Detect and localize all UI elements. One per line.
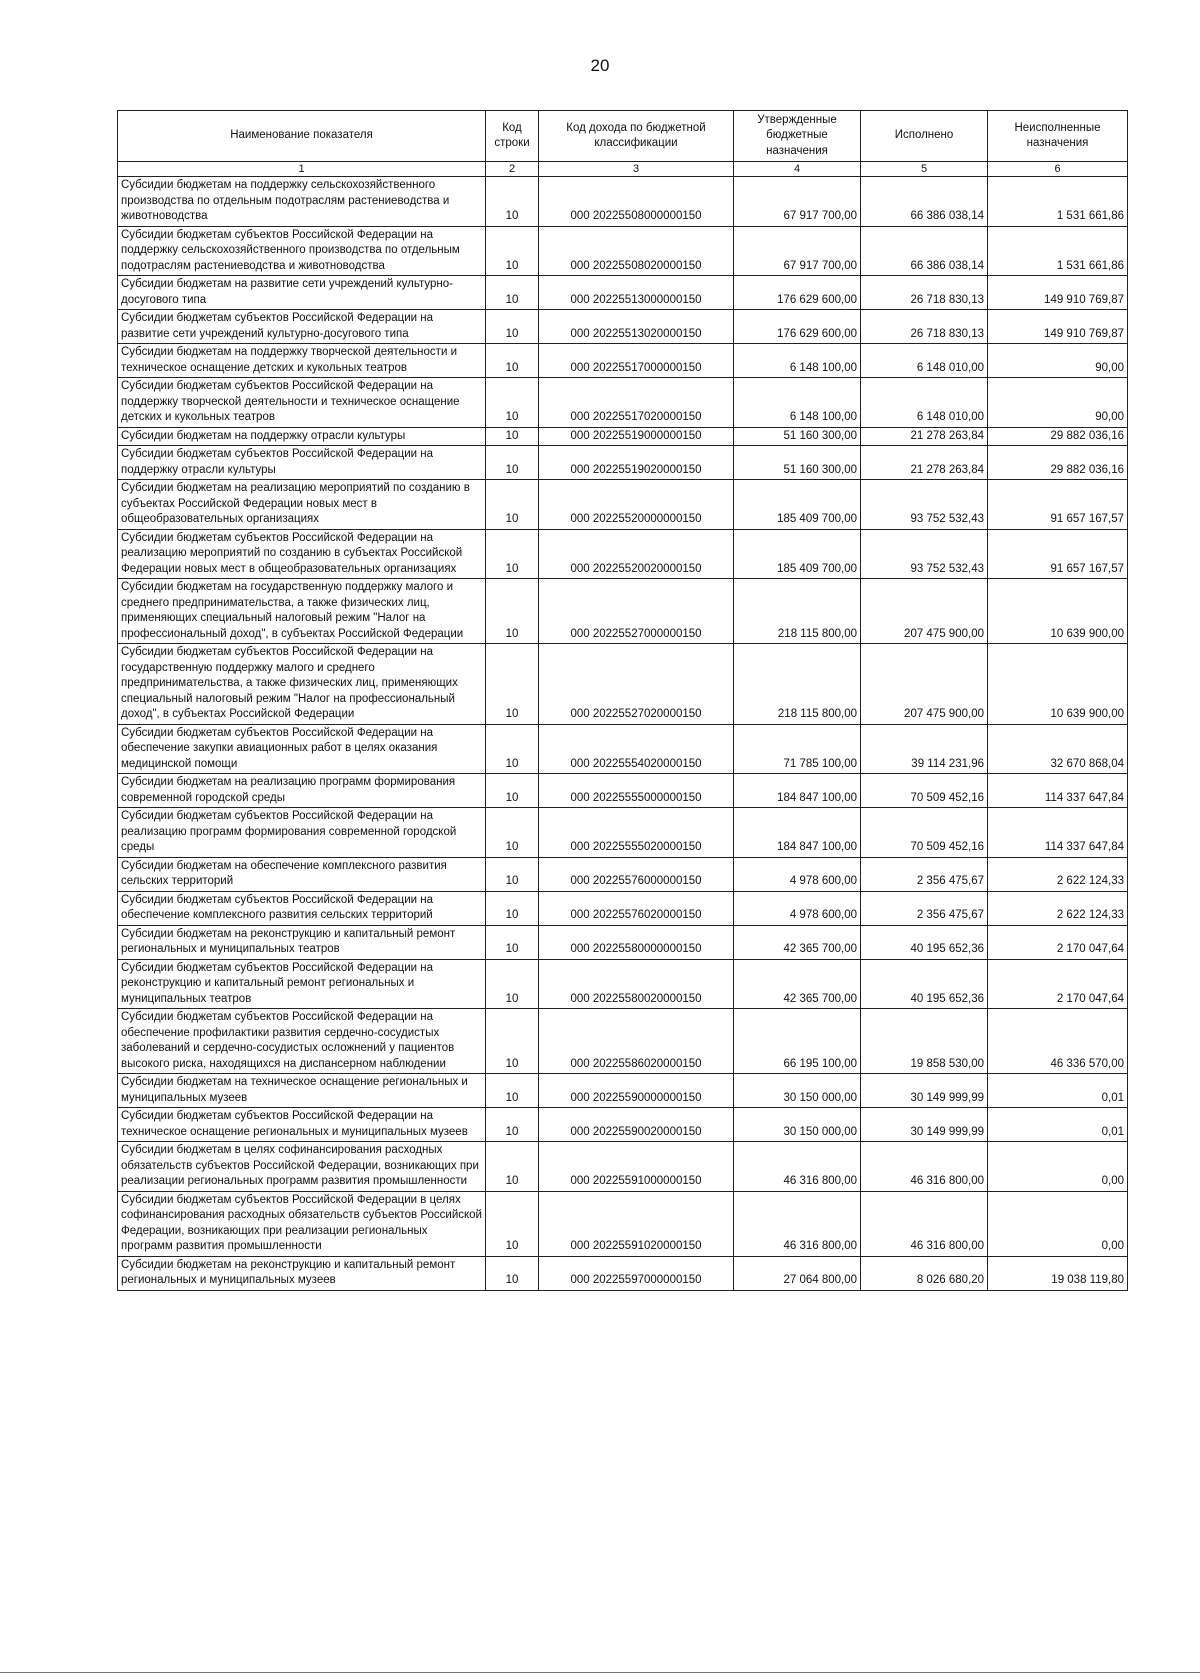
row-income-code: 000 20225580000000150 xyxy=(539,925,734,959)
row-line-code: 10 xyxy=(486,774,539,808)
row-income-code: 000 20225590020000150 xyxy=(539,1108,734,1142)
row-income-code: 000 20225527020000150 xyxy=(539,644,734,725)
row-approved-amount: 46 316 800,00 xyxy=(734,1191,861,1256)
table-row xyxy=(118,529,1128,579)
row-indicator-name: Субсидии бюджетам субъектов Российской Федерации на развитие сети учреждений культурно-досугового типа xyxy=(118,310,486,344)
row-line-code: 10 xyxy=(486,1009,539,1074)
table-row xyxy=(118,1191,1128,1256)
table-row xyxy=(118,427,1128,446)
row-unexecuted-amount: 10 639 900,00 xyxy=(988,644,1128,725)
row-income-code: 000 20225576020000150 xyxy=(539,891,734,925)
table-row xyxy=(118,808,1128,858)
row-approved-amount: 71 785 100,00 xyxy=(734,724,861,774)
row-income-code: 000 20225519020000150 xyxy=(539,446,734,480)
row-approved-amount: 30 150 000,00 xyxy=(734,1074,861,1108)
row-indicator-name: Субсидии бюджетам на поддержку творческой деятельности и техническое оснащение детских и кукольных театров xyxy=(118,344,486,378)
row-income-code: 000 20225591020000150 xyxy=(539,1191,734,1256)
row-approved-amount: 176 629 600,00 xyxy=(734,310,861,344)
header-executed: Исполнено xyxy=(861,111,988,162)
row-approved-amount: 67 917 700,00 xyxy=(734,226,861,276)
row-approved-amount: 27 064 800,00 xyxy=(734,1256,861,1290)
row-income-code: 000 20225520020000150 xyxy=(539,529,734,579)
row-executed-amount: 39 114 231,96 xyxy=(861,724,988,774)
table-row xyxy=(118,959,1128,1009)
table-row xyxy=(118,1142,1128,1192)
row-approved-amount: 66 195 100,00 xyxy=(734,1009,861,1074)
row-income-code: 000 20225513000000150 xyxy=(539,276,734,310)
row-indicator-name: Субсидии бюджетам субъектов Российской Федерации на реализацию программ формирования современной городской среды xyxy=(118,808,486,858)
row-line-code: 10 xyxy=(486,1142,539,1192)
row-indicator-name: Субсидии бюджетам субъектов Российской Федерации на обеспечение комплексного развития сельских территорий xyxy=(118,891,486,925)
table-row xyxy=(118,480,1128,530)
row-unexecuted-amount: 114 337 647,84 xyxy=(988,808,1128,858)
row-line-code: 10 xyxy=(486,644,539,725)
row-line-code: 10 xyxy=(486,177,539,227)
row-line-code: 10 xyxy=(486,724,539,774)
row-indicator-name: Субсидии бюджетам субъектов Российской Федерации на обеспечение профилактики развития сердечно-сосудистых заболеваний и сердечно-сосудистых осложнений у пациентов высокого риска, находящихся на диспансерном наблюдении xyxy=(118,1009,486,1074)
row-line-code: 10 xyxy=(486,1191,539,1256)
table-row xyxy=(118,891,1128,925)
row-executed-amount: 21 278 263,84 xyxy=(861,427,988,446)
row-executed-amount: 30 149 999,99 xyxy=(861,1074,988,1108)
row-unexecuted-amount: 90,00 xyxy=(988,378,1128,428)
header-line-code: Код строки xyxy=(486,111,539,162)
table-row xyxy=(118,774,1128,808)
row-executed-amount: 2 356 475,67 xyxy=(861,857,988,891)
row-approved-amount: 46 316 800,00 xyxy=(734,1142,861,1192)
row-line-code: 10 xyxy=(486,857,539,891)
row-line-code: 10 xyxy=(486,529,539,579)
row-indicator-name: Субсидии бюджетам субъектов Российской Федерации на поддержку сельскохозяйственного производства по отдельным подотраслям растениеводства и животноводства xyxy=(118,226,486,276)
row-approved-amount: 185 409 700,00 xyxy=(734,480,861,530)
row-approved-amount: 30 150 000,00 xyxy=(734,1108,861,1142)
table-row xyxy=(118,446,1128,480)
row-indicator-name: Субсидии бюджетам субъектов Российской Федерации в целях софинансирования расходных обязательств субъектов Российской Федерации, возникающих при реализации региональных программ развития промышленности xyxy=(118,1191,486,1256)
row-indicator-name: Субсидии бюджетам на развитие сети учреждений культурно-досугового типа xyxy=(118,276,486,310)
row-indicator-name: Субсидии бюджетам субъектов Российской Федерации на реконструкцию и капитальный ремонт региональных и муниципальных театров xyxy=(118,959,486,1009)
row-executed-amount: 70 509 452,16 xyxy=(861,774,988,808)
row-line-code: 10 xyxy=(486,310,539,344)
row-executed-amount: 26 718 830,13 xyxy=(861,276,988,310)
column-number: 2 xyxy=(486,162,539,177)
column-number: 4 xyxy=(734,162,861,177)
row-approved-amount: 42 365 700,00 xyxy=(734,959,861,1009)
row-approved-amount: 51 160 300,00 xyxy=(734,427,861,446)
page-number: 20 xyxy=(590,56,610,75)
row-indicator-name: Субсидии бюджетам на техническое оснащение региональных и муниципальных музеев xyxy=(118,1074,486,1108)
table-row xyxy=(118,925,1128,959)
row-line-code: 10 xyxy=(486,891,539,925)
row-income-code: 000 20225517020000150 xyxy=(539,378,734,428)
row-unexecuted-amount: 91 657 167,57 xyxy=(988,480,1128,530)
row-executed-amount: 19 858 530,00 xyxy=(861,1009,988,1074)
header-unexecuted: Неисполненные назначения xyxy=(988,111,1128,162)
row-approved-amount: 185 409 700,00 xyxy=(734,529,861,579)
row-indicator-name: Субсидии бюджетам на реализацию программ формирования современной городской среды xyxy=(118,774,486,808)
row-income-code: 000 20225591000000150 xyxy=(539,1142,734,1192)
row-unexecuted-amount: 0,00 xyxy=(988,1142,1128,1192)
table-body xyxy=(118,177,1128,1291)
table-row xyxy=(118,579,1128,644)
row-income-code: 000 20225508000000150 xyxy=(539,177,734,227)
row-executed-amount: 46 316 800,00 xyxy=(861,1191,988,1256)
row-line-code: 10 xyxy=(486,925,539,959)
row-approved-amount: 67 917 700,00 xyxy=(734,177,861,227)
column-number-row xyxy=(118,162,1128,177)
row-unexecuted-amount: 2 170 047,64 xyxy=(988,959,1128,1009)
table-row xyxy=(118,1108,1128,1142)
row-executed-amount: 26 718 830,13 xyxy=(861,310,988,344)
row-income-code: 000 20225586020000150 xyxy=(539,1009,734,1074)
row-executed-amount: 30 149 999,99 xyxy=(861,1108,988,1142)
row-indicator-name: Субсидии бюджетам субъектов Российской Федерации на техническое оснащение региональных и муниципальных музеев xyxy=(118,1108,486,1142)
row-income-code: 000 20225527000000150 xyxy=(539,579,734,644)
row-indicator-name: Субсидии бюджетам субъектов Российской Федерации на поддержку творческой деятельности и техническое оснащение детских и кукольных театров xyxy=(118,378,486,428)
row-unexecuted-amount: 46 336 570,00 xyxy=(988,1009,1128,1074)
row-indicator-name: Субсидии бюджетам на поддержку отрасли культуры xyxy=(118,427,486,446)
row-approved-amount: 6 148 100,00 xyxy=(734,344,861,378)
row-unexecuted-amount: 1 531 661,86 xyxy=(988,177,1128,227)
row-executed-amount: 207 475 900,00 xyxy=(861,644,988,725)
row-approved-amount: 51 160 300,00 xyxy=(734,446,861,480)
row-executed-amount: 66 386 038,14 xyxy=(861,177,988,227)
row-approved-amount: 4 978 600,00 xyxy=(734,891,861,925)
column-number: 6 xyxy=(988,162,1128,177)
row-line-code: 10 xyxy=(486,427,539,446)
row-approved-amount: 184 847 100,00 xyxy=(734,774,861,808)
row-approved-amount: 4 978 600,00 xyxy=(734,857,861,891)
header-indicator-name: Наименование показателя xyxy=(118,111,486,162)
row-approved-amount: 42 365 700,00 xyxy=(734,925,861,959)
row-income-code: 000 20225508020000150 xyxy=(539,226,734,276)
row-executed-amount: 66 386 038,14 xyxy=(861,226,988,276)
row-line-code: 10 xyxy=(486,808,539,858)
row-executed-amount: 93 752 532,43 xyxy=(861,480,988,530)
row-income-code: 000 20225597000000150 xyxy=(539,1256,734,1290)
row-income-code: 000 20225519000000150 xyxy=(539,427,734,446)
table-row xyxy=(118,378,1128,428)
column-number: 1 xyxy=(118,162,486,177)
row-indicator-name: Субсидии бюджетам на реализацию мероприятий по созданию в субъектах Российской Федерации новых мест в общеобразовательных организациях xyxy=(118,480,486,530)
row-approved-amount: 218 115 800,00 xyxy=(734,644,861,725)
page-bottom-rule xyxy=(0,1672,1200,1673)
header-row xyxy=(118,111,1128,162)
header-approved: Утвержденные бюджетные назначения xyxy=(734,111,861,162)
row-unexecuted-amount: 0,01 xyxy=(988,1074,1128,1108)
row-line-code: 10 xyxy=(486,480,539,530)
row-executed-amount: 40 195 652,36 xyxy=(861,959,988,1009)
row-indicator-name: Субсидии бюджетам субъектов Российской Федерации на обеспечение закупки авиационных работ в целях оказания медицинской помощи xyxy=(118,724,486,774)
table-row xyxy=(118,1009,1128,1074)
row-unexecuted-amount: 2 622 124,33 xyxy=(988,857,1128,891)
row-income-code: 000 20225555000000150 xyxy=(539,774,734,808)
table-row xyxy=(118,310,1128,344)
row-income-code: 000 20225520000000150 xyxy=(539,480,734,530)
row-unexecuted-amount: 0,00 xyxy=(988,1191,1128,1256)
row-unexecuted-amount: 19 038 119,80 xyxy=(988,1256,1128,1290)
row-unexecuted-amount: 114 337 647,84 xyxy=(988,774,1128,808)
header-income-code: Код дохода по бюджетной классификации xyxy=(539,111,734,162)
row-unexecuted-amount: 0,01 xyxy=(988,1108,1128,1142)
row-executed-amount: 21 278 263,84 xyxy=(861,446,988,480)
column-number: 5 xyxy=(861,162,988,177)
table-row xyxy=(118,226,1128,276)
row-unexecuted-amount: 2 622 124,33 xyxy=(988,891,1128,925)
row-executed-amount: 46 316 800,00 xyxy=(861,1142,988,1192)
row-unexecuted-amount: 29 882 036,16 xyxy=(988,446,1128,480)
row-unexecuted-amount: 2 170 047,64 xyxy=(988,925,1128,959)
table-row xyxy=(118,644,1128,725)
row-executed-amount: 2 356 475,67 xyxy=(861,891,988,925)
row-indicator-name: Субсидии бюджетам на поддержку сельскохозяйственного производства по отдельным подотраслям растениеводства и животноводства xyxy=(118,177,486,227)
row-line-code: 10 xyxy=(486,1256,539,1290)
row-executed-amount: 40 195 652,36 xyxy=(861,925,988,959)
column-number: 3 xyxy=(539,162,734,177)
row-unexecuted-amount: 29 882 036,16 xyxy=(988,427,1128,446)
row-approved-amount: 176 629 600,00 xyxy=(734,276,861,310)
row-income-code: 000 20225517000000150 xyxy=(539,344,734,378)
row-unexecuted-amount: 1 531 661,86 xyxy=(988,226,1128,276)
row-unexecuted-amount: 10 639 900,00 xyxy=(988,579,1128,644)
row-income-code: 000 20225576000000150 xyxy=(539,857,734,891)
budget-execution-table xyxy=(117,110,1128,1291)
row-line-code: 10 xyxy=(486,344,539,378)
row-income-code: 000 20225555020000150 xyxy=(539,808,734,858)
table-row xyxy=(118,276,1128,310)
table-row xyxy=(118,177,1128,227)
row-executed-amount: 8 026 680,20 xyxy=(861,1256,988,1290)
row-indicator-name: Субсидии бюджетам субъектов Российской Федерации на государственную поддержку малого и среднего предпринимательства, а также физических лиц, применяющих специальный налоговый режим "Налог на профессиональный доход", в субъектах Российской Федерации xyxy=(118,644,486,725)
row-approved-amount: 6 148 100,00 xyxy=(734,378,861,428)
row-indicator-name: Субсидии бюджетам субъектов Российской Федерации на поддержку отрасли культуры xyxy=(118,446,486,480)
row-line-code: 10 xyxy=(486,1108,539,1142)
row-unexecuted-amount: 149 910 769,87 xyxy=(988,310,1128,344)
row-line-code: 10 xyxy=(486,1074,539,1108)
row-line-code: 10 xyxy=(486,276,539,310)
row-executed-amount: 6 148 010,00 xyxy=(861,378,988,428)
row-indicator-name: Субсидии бюджетам на государственную поддержку малого и среднего предпринимательства, а также физических лиц, применяющих специальный налоговый режим "Налог на профессиональный доход", в субъектах Российской Федерации xyxy=(118,579,486,644)
row-indicator-name: Субсидии бюджетам на реконструкцию и капитальный ремонт региональных и муниципальных музеев xyxy=(118,1256,486,1290)
row-indicator-name: Субсидии бюджетам субъектов Российской Федерации на реализацию мероприятий по созданию в субъектах Российской Федерации новых мест в общеобразовательных организациях xyxy=(118,529,486,579)
row-indicator-name: Субсидии бюджетам в целях софинансирования расходных обязательств субъектов Российской Федерации, возникающих при реализации региональных программ развития промышленности xyxy=(118,1142,486,1192)
row-executed-amount: 70 509 452,16 xyxy=(861,808,988,858)
row-line-code: 10 xyxy=(486,378,539,428)
row-income-code: 000 20225554020000150 xyxy=(539,724,734,774)
row-executed-amount: 6 148 010,00 xyxy=(861,344,988,378)
table-row xyxy=(118,857,1128,891)
row-unexecuted-amount: 149 910 769,87 xyxy=(988,276,1128,310)
row-line-code: 10 xyxy=(486,226,539,276)
table-row xyxy=(118,724,1128,774)
table-row xyxy=(118,344,1128,378)
row-approved-amount: 184 847 100,00 xyxy=(734,808,861,858)
row-executed-amount: 93 752 532,43 xyxy=(861,529,988,579)
row-line-code: 10 xyxy=(486,446,539,480)
row-approved-amount: 218 115 800,00 xyxy=(734,579,861,644)
row-line-code: 10 xyxy=(486,959,539,1009)
row-unexecuted-amount: 91 657 167,57 xyxy=(988,529,1128,579)
row-line-code: 10 xyxy=(486,579,539,644)
row-unexecuted-amount: 90,00 xyxy=(988,344,1128,378)
row-indicator-name: Субсидии бюджетам на реконструкцию и капитальный ремонт региональных и муниципальных театров xyxy=(118,925,486,959)
table-row xyxy=(118,1074,1128,1108)
row-income-code: 000 20225580020000150 xyxy=(539,959,734,1009)
row-indicator-name: Субсидии бюджетам на обеспечение комплексного развития сельских территорий xyxy=(118,857,486,891)
row-income-code: 000 20225590000000150 xyxy=(539,1074,734,1108)
table-row xyxy=(118,1256,1128,1290)
row-unexecuted-amount: 32 670 868,04 xyxy=(988,724,1128,774)
row-income-code: 000 20225513020000150 xyxy=(539,310,734,344)
row-executed-amount: 207 475 900,00 xyxy=(861,579,988,644)
